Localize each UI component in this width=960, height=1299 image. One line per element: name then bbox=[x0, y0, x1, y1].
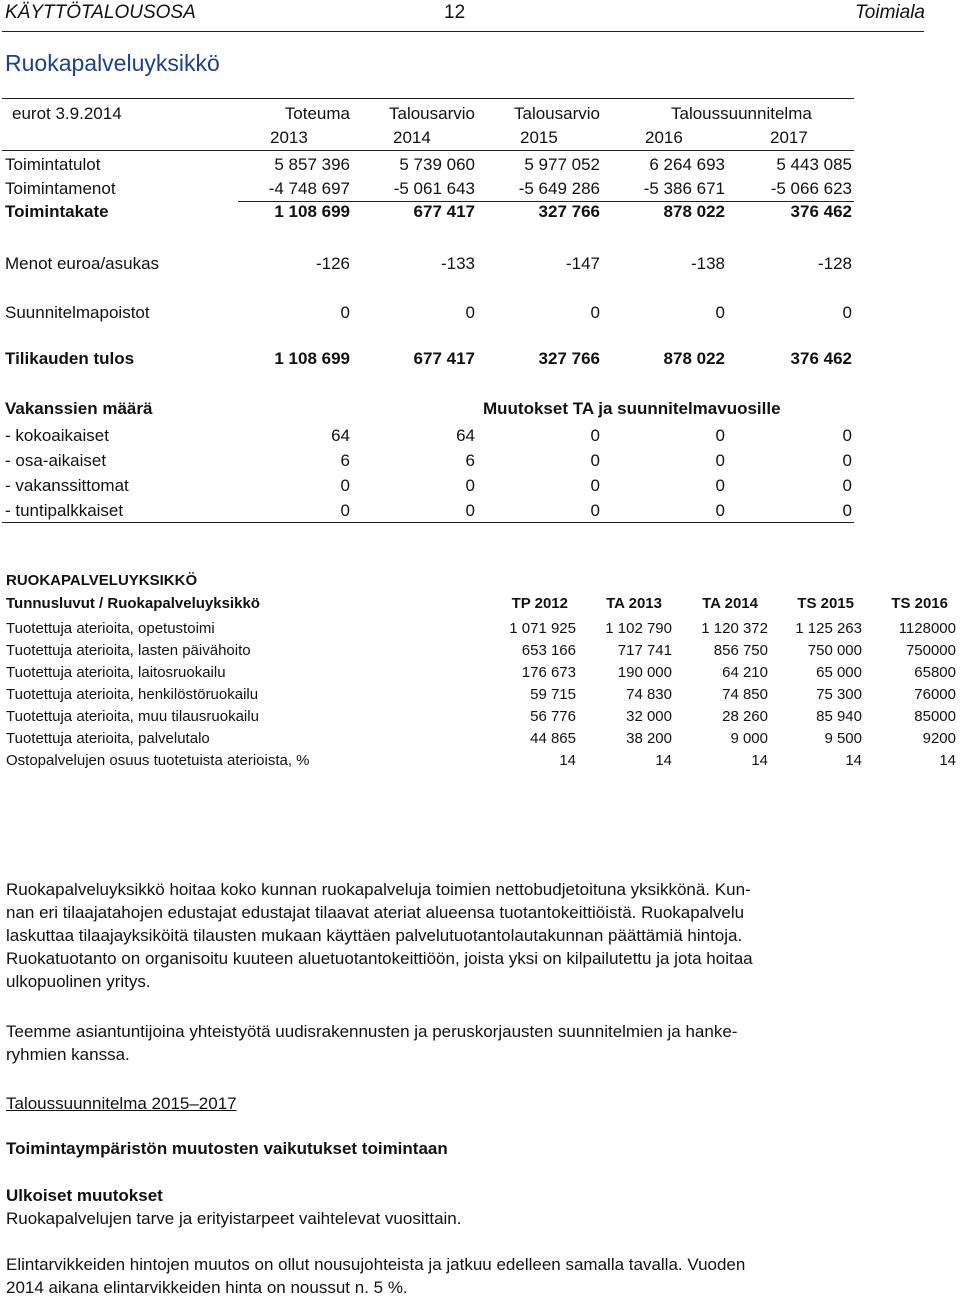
cell: 1 108 699 bbox=[274, 202, 350, 221]
kpi-row-label: Tuotettuja aterioita, palvelutalo bbox=[6, 730, 210, 747]
cell: 0 bbox=[340, 501, 350, 520]
env-heading: Toimintaympäristön muutosten vaikutukset toimintaan bbox=[6, 1139, 448, 1158]
kpi-cell: 1128000 bbox=[898, 620, 956, 637]
cell: 0 bbox=[465, 476, 475, 495]
cell: 5 443 085 bbox=[776, 155, 852, 174]
kpi-cell: 74 850 bbox=[722, 686, 768, 703]
staff-note: Muutokset TA ja suunnitelmavuosille bbox=[483, 399, 781, 418]
kpi-cell: 28 260 bbox=[722, 708, 768, 725]
kpi-row-label: Tuotettuja aterioita, opetustoimi bbox=[6, 620, 215, 637]
table-bottom-rule bbox=[2, 522, 854, 523]
cell: 0 bbox=[715, 451, 725, 470]
cell: 1 108 699 bbox=[274, 349, 350, 368]
staff-label-osa-aikaiset: - osa-aikaiset bbox=[5, 451, 107, 470]
cell: 5 739 060 bbox=[399, 155, 475, 174]
cell: -5 066 623 bbox=[770, 179, 852, 198]
text-line: Ruokatuotanto on organisoitu kuuteen aluetuotantokeittiöön, joista yksi on kilpailutettu ja jota hoitaa bbox=[6, 949, 753, 968]
cell: 5 977 052 bbox=[524, 155, 600, 174]
kpi-cell: 1 102 790 bbox=[605, 620, 672, 637]
kpi-cell: 9 500 bbox=[824, 730, 862, 747]
kpi-cell: 176 673 bbox=[521, 664, 576, 681]
kpi-cell: 85000 bbox=[914, 708, 956, 725]
cell: -4 748 697 bbox=[268, 179, 350, 198]
cell: 0 bbox=[590, 476, 600, 495]
header-rule bbox=[2, 31, 924, 32]
cell: 0 bbox=[842, 303, 852, 322]
cell: 376 462 bbox=[790, 349, 852, 368]
cell: -5 061 643 bbox=[393, 179, 475, 198]
cell: 0 bbox=[715, 303, 725, 322]
kpi-cell: 1 120 372 bbox=[701, 620, 768, 637]
kpi-cell: 750000 bbox=[905, 642, 956, 659]
cell: 0 bbox=[842, 426, 852, 445]
staff-label-kokoaikaiset: - kokoaikaiset bbox=[5, 426, 109, 445]
cell: 0 bbox=[465, 501, 475, 520]
kpi-col-header: TA 2014 bbox=[702, 595, 758, 612]
cell: -138 bbox=[690, 254, 725, 273]
year-2013: 2013 bbox=[270, 128, 308, 147]
kpi-row-label: Tuotettuja aterioita, lasten päivähoito bbox=[6, 642, 251, 659]
kpi-table-title: Tunnusluvut / Ruokapalveluyksikkö bbox=[6, 595, 260, 612]
text-line: nan eri tilaajatahojen edustajat edustajat tilaavat ateriat alueensa tuotantokeittiöistä. Ruokapalvelu bbox=[6, 903, 745, 922]
kpi-col-header: TP 2012 bbox=[511, 595, 568, 612]
kpi-cell: 74 830 bbox=[626, 686, 672, 703]
staff-label-tuntipalkkaiset: - tuntipalkkaiset bbox=[5, 501, 124, 520]
kpi-cell: 750 000 bbox=[807, 642, 862, 659]
kpi-cell: 717 741 bbox=[617, 642, 672, 659]
kpi-cell: 44 865 bbox=[530, 730, 576, 747]
table-top-rule bbox=[2, 98, 854, 99]
kpi-cell: 65 000 bbox=[816, 664, 862, 681]
kpi-cell: 38 200 bbox=[626, 730, 672, 747]
row-label-tulos: Tilikauden tulos bbox=[5, 349, 135, 368]
cell: -128 bbox=[817, 254, 852, 273]
kpi-cell: 75 300 bbox=[816, 686, 862, 703]
cell: 64 bbox=[331, 426, 350, 445]
paragraph bbox=[6, 878, 753, 993]
cell: -126 bbox=[315, 254, 350, 273]
text-line: 2014 aikana elintarvikkeiden hinta on noussut n. 5 %. bbox=[6, 1278, 408, 1297]
cell: 878 022 bbox=[663, 202, 725, 221]
row-label-toimintatulot: Toimintatulot bbox=[5, 155, 101, 174]
staff-label-vakanssittomat: - vakanssittomat bbox=[5, 476, 129, 495]
cell: 0 bbox=[340, 476, 350, 495]
col-group-toteuma: Toteuma bbox=[284, 104, 350, 123]
kpi-row-label: Tuotettuja aterioita, muu tilausruokailu bbox=[6, 708, 259, 725]
kpi-section-title: RUOKAPALVELUYKSIKKÖ bbox=[6, 572, 198, 589]
cell: -133 bbox=[440, 254, 475, 273]
ext-heading: Ulkoiset muutokset bbox=[6, 1186, 163, 1205]
kpi-cell: 14 bbox=[751, 752, 768, 769]
kpi-cell: 14 bbox=[559, 752, 576, 769]
page-title: Ruokapalveluyksikkö bbox=[5, 50, 220, 76]
cell: 0 bbox=[715, 501, 725, 520]
kpi-row-label: Tuotettuja aterioita, henkilöstöruokailu bbox=[6, 686, 259, 703]
kpi-cell: 85 940 bbox=[816, 708, 862, 725]
kpi-cell: 1 125 263 bbox=[795, 620, 862, 637]
kpi-cell: 1 071 925 bbox=[509, 620, 576, 637]
col-group-taloussuunnitelma: Taloussuunnitelma bbox=[671, 104, 812, 123]
cell: 677 417 bbox=[413, 349, 475, 368]
kpi-cell: 56 776 bbox=[530, 708, 576, 725]
row-label-toimintakate: Toimintakate bbox=[5, 202, 109, 221]
text-line: Elintarvikkeiden hintojen muutos on ollut nousujohteista ja jatkuu edelleen samalla tavalla. Vuoden bbox=[6, 1255, 746, 1274]
cell: 677 417 bbox=[413, 202, 475, 221]
year-2017: 2017 bbox=[770, 128, 808, 147]
cell: 376 462 bbox=[790, 202, 852, 221]
kpi-col-header: TS 2015 bbox=[797, 595, 854, 612]
kpi-cell: 653 166 bbox=[521, 642, 576, 659]
cell: 0 bbox=[715, 426, 725, 445]
text-line: Teemme asiantuntijoina yhteistyötä uudisrakennusten ja peruskorjausten suunnitelmien ja hanke- bbox=[6, 1022, 738, 1041]
years-rule bbox=[2, 150, 854, 151]
header-section-label: KÄYTTÖTALOUSOSA bbox=[5, 2, 196, 23]
cell: 0 bbox=[465, 303, 475, 322]
text-line: ulkopuolinen yritys. bbox=[6, 972, 151, 991]
row-label-poistot: Suunnitelmapoistot bbox=[5, 303, 150, 322]
kpi-row-label: Ostopalvelujen osuus tuotetuista aterioista, % bbox=[6, 752, 310, 769]
kpi-cell: 64 210 bbox=[722, 664, 768, 681]
cell: 327 766 bbox=[538, 349, 600, 368]
cell: 327 766 bbox=[538, 202, 600, 221]
cell: 0 bbox=[590, 303, 600, 322]
cell: 64 bbox=[456, 426, 475, 445]
header-category: Toimiala bbox=[854, 2, 925, 23]
kpi-cell: 76000 bbox=[914, 686, 956, 703]
year-2015: 2015 bbox=[520, 128, 558, 147]
kpi-col-header: TA 2013 bbox=[606, 595, 662, 612]
kpi-cell: 32 000 bbox=[626, 708, 672, 725]
row-label-toimintamenot: Toimintamenot bbox=[5, 179, 116, 198]
cell: -5 649 286 bbox=[518, 179, 600, 198]
kpi-cell: 856 750 bbox=[713, 642, 768, 659]
col-group-talousarvio-2015: Talousarvio bbox=[514, 104, 600, 123]
page-number: 12 bbox=[444, 2, 466, 23]
cell: 0 bbox=[715, 476, 725, 495]
staff-heading: Vakanssien määrä bbox=[5, 399, 153, 418]
budget-unit-label: eurot 3.9.2014 bbox=[12, 104, 122, 123]
kpi-cell: 59 715 bbox=[530, 686, 576, 703]
year-2016: 2016 bbox=[645, 128, 683, 147]
paragraph bbox=[6, 1020, 737, 1066]
kpi-cell: 14 bbox=[939, 752, 956, 769]
cell: 0 bbox=[590, 501, 600, 520]
kpi-cell: 14 bbox=[655, 752, 672, 769]
row-label-menot: Menot euroa/asukas bbox=[5, 254, 160, 273]
text-line: laskuttaa tilaajayksiköitä tilausten mukaan käyttäen palvelutuotantolautakunnan päättämiä hintoja. bbox=[6, 926, 743, 945]
cell: 0 bbox=[340, 303, 350, 322]
cell: 0 bbox=[590, 451, 600, 470]
text-line: ryhmien kanssa. bbox=[6, 1045, 130, 1064]
cell: 0 bbox=[842, 451, 852, 470]
kpi-row-label: Tuotettuja aterioita, laitosruokailu bbox=[6, 664, 226, 681]
kpi-cell: 65800 bbox=[914, 664, 956, 681]
cell: 0 bbox=[590, 426, 600, 445]
kpi-cell: 9 000 bbox=[730, 730, 768, 747]
cell: -147 bbox=[565, 254, 600, 273]
plan-heading: Taloussuunnitelma 2015–2017 bbox=[6, 1094, 237, 1113]
cell: 6 bbox=[465, 451, 475, 470]
paragraph bbox=[6, 1253, 745, 1299]
cell: 5 857 396 bbox=[274, 155, 350, 174]
cell: 878 022 bbox=[663, 349, 725, 368]
kpi-cell: 9200 bbox=[922, 730, 956, 747]
kpi-col-header: TS 2016 bbox=[891, 595, 948, 612]
text-line: Ruokapalveluyksikkö hoitaa koko kunnan ruokapalveluja toimien nettobudjetoituna yksikkönä. Kun- bbox=[6, 880, 751, 899]
cell: 6 bbox=[340, 451, 350, 470]
kpi-cell: 190 000 bbox=[617, 664, 672, 681]
cell: 6 264 693 bbox=[649, 155, 725, 174]
cell: -5 386 671 bbox=[643, 179, 725, 198]
cell: 0 bbox=[842, 501, 852, 520]
col-group-talousarvio-2014: Talousarvio bbox=[389, 104, 475, 123]
year-2014: 2014 bbox=[393, 128, 431, 147]
cell: 0 bbox=[842, 476, 852, 495]
kpi-cell: 14 bbox=[845, 752, 862, 769]
ext-text: Ruokapalvelujen tarve ja erityistarpeet vaihtelevat vuosittain. bbox=[6, 1209, 462, 1228]
